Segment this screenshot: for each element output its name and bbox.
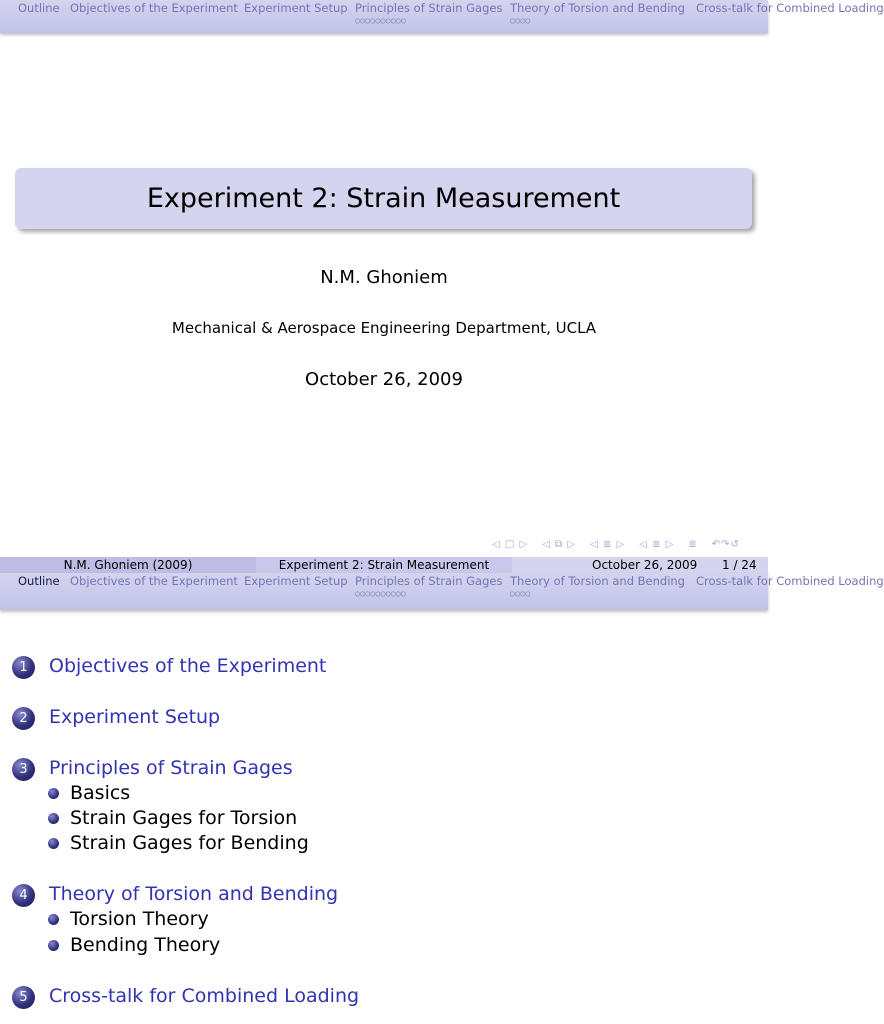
footer-title: Experiment 2: Strain Measurement xyxy=(256,557,512,573)
nav-frame-dots[interactable]: ○○○○ xyxy=(510,16,531,25)
bullet-icon xyxy=(48,914,59,925)
appendix-icon[interactable]: ≣ xyxy=(688,539,698,550)
page-number: 1 / 24 xyxy=(722,558,757,572)
nav-label: Objectives of the Experiment xyxy=(70,1,238,15)
toc-section-title: Experiment Setup xyxy=(49,706,221,728)
navigation-symbols xyxy=(492,539,764,553)
nav-frame-dots[interactable]: ○○○○○○○○○○ xyxy=(355,16,407,25)
nav-label: Theory of Torsion and Bending xyxy=(510,574,685,588)
nav-label: Outline xyxy=(18,1,60,15)
footer-date-page xyxy=(512,557,768,573)
search-back-forward-icon[interactable]: ↶↷↺ xyxy=(711,539,740,550)
institute: Mechanical & Aerospace Engineering Department, UCLA xyxy=(171,319,597,337)
bullet-icon xyxy=(48,838,59,849)
footer-author: N.M. Ghoniem (2009) xyxy=(0,557,256,573)
nav-label: Cross-talk for Combined Loading xyxy=(696,1,884,15)
nav-frame-dots[interactable]: ○○○○○○○○○○ xyxy=(355,589,407,598)
author-name: N.M. Ghoniem xyxy=(320,267,448,288)
nav-label: Experiment Setup xyxy=(244,574,348,588)
toc-section-title: Theory of Torsion and Bending xyxy=(49,883,339,905)
frame-nav-icon[interactable]: ◁ □ ▷ xyxy=(492,539,529,550)
slide-footer xyxy=(0,557,768,573)
section-number-ball: 4 xyxy=(12,884,35,907)
toc-subsection-title: Basics xyxy=(70,782,131,804)
toc-subsection-title: Strain Gages for Bending xyxy=(70,832,309,854)
bullet-icon xyxy=(48,940,59,951)
section-number-ball: 3 xyxy=(12,758,35,781)
section-navigation-bar xyxy=(0,0,884,33)
section-navigation-bar xyxy=(0,573,884,610)
toc-subsection-title: Torsion Theory xyxy=(70,908,209,930)
toc-section-title: Principles of Strain Gages xyxy=(49,757,293,779)
footer-date: October 26, 2009 xyxy=(592,558,698,572)
presentation-title: Experiment 2: Strain Measurement xyxy=(146,183,621,214)
title-box xyxy=(15,168,752,229)
nav-label: Experiment Setup xyxy=(244,1,348,15)
section-number-ball: 1 xyxy=(12,656,35,679)
section-number-ball: 2 xyxy=(12,707,35,730)
nav-label: Principles of Strain Gages xyxy=(355,574,503,588)
toc-subsection-title: Bending Theory xyxy=(70,934,221,956)
nav-label: Principles of Strain Gages xyxy=(355,1,503,15)
presentation-date: October 26, 2009 xyxy=(305,369,463,390)
toc-section-title: Cross-talk for Combined Loading xyxy=(49,985,360,1007)
section-nav-icon[interactable]: ◁ ≣ ▷ xyxy=(590,539,626,550)
presentation-nav-icon[interactable]: ◁ ≣ ▷ xyxy=(639,539,675,550)
nav-label: Outline xyxy=(18,574,60,588)
nav-frame-dots[interactable]: ○○○○ xyxy=(510,589,531,598)
section-number-ball: 5 xyxy=(12,986,35,1009)
toc-section-title: Objectives of the Experiment xyxy=(49,655,327,677)
nav-label: Cross-talk for Combined Loading xyxy=(696,574,884,588)
toc-subsection-title: Strain Gages for Torsion xyxy=(70,807,298,829)
bullet-icon xyxy=(48,788,59,799)
nav-label: Objectives of the Experiment xyxy=(70,574,238,588)
subsection-nav-icon[interactable]: ◁ ⧉ ▷ xyxy=(542,539,577,550)
outline-slide xyxy=(0,573,884,1024)
bullet-icon xyxy=(48,813,59,824)
nav-label: Theory of Torsion and Bending xyxy=(510,1,685,15)
